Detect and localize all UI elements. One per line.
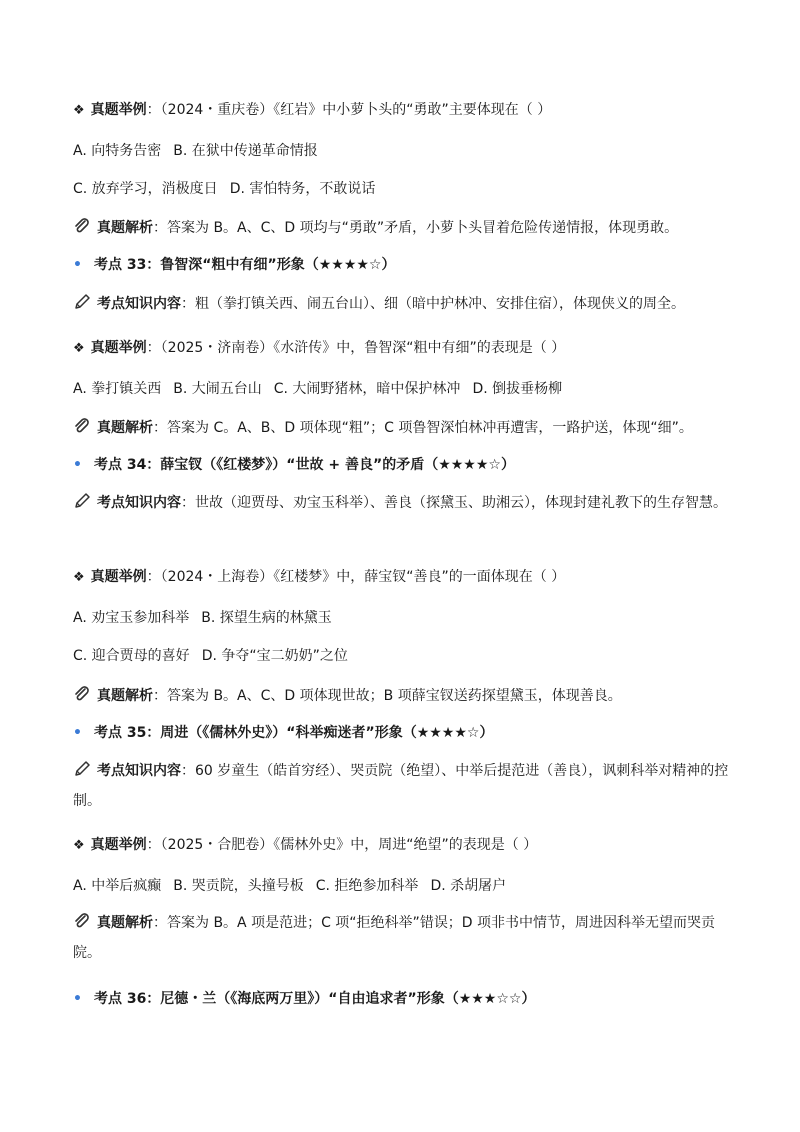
question-label: 真题举例 — [90, 102, 147, 118]
option-c: C. 迎合贾母的喜好 — [73, 648, 190, 664]
paperclip-icon — [73, 685, 91, 709]
paperclip-icon — [73, 912, 91, 940]
knowledge-text: ：60 岁童生（皓首穷经）、哭贡院（绝望）、中举后提范进（善良），讽刺科举对精神的控制。 — [73, 763, 729, 809]
option-b: B. 在狱中传递革命情报 — [173, 143, 318, 159]
question-label: 真题举例 — [90, 340, 147, 356]
pencil-icon — [73, 293, 91, 317]
analysis-text: ：答案为 B。A 项是范进；C 项“拒绝科举”错误；D 项非书中情节，周进因科举无望而哭贡院。 — [73, 915, 716, 961]
question-text: ：（2024・上海卷）《红楼梦》中，薛宝钗“善良”的一面体现在（ ） — [146, 569, 566, 585]
options-row — [73, 646, 733, 666]
question-label: 真题举例 — [90, 569, 147, 585]
options-row — [73, 608, 733, 628]
diamond-icon: ❖ — [73, 838, 85, 853]
analysis-block — [73, 910, 733, 967]
option-a: A. 劝宝玉参加科举 — [73, 610, 190, 626]
paperclip-icon — [73, 217, 91, 241]
options-row — [73, 141, 733, 161]
knowledge-label: 考点知识内容 — [97, 296, 181, 312]
option-d: D. 害怕特务，不敢说话 — [229, 181, 376, 197]
analysis-block — [73, 217, 733, 241]
bullet-icon: • — [73, 991, 82, 1007]
topic-heading — [73, 723, 733, 743]
paperclip-icon — [73, 417, 91, 441]
topic-heading — [73, 455, 733, 475]
knowledge-block — [73, 490, 733, 520]
option-d: D. 倒拔垂杨柳 — [472, 381, 563, 397]
analysis-label: 真题解析 — [97, 688, 153, 704]
knowledge-text: ：粗（拳打镇关西、闹五台山）、细（暗中护林冲、安排住宿），体现侠义的周全。 — [181, 296, 685, 312]
option-b: B. 探望生病的林黛玉 — [201, 610, 332, 626]
option-c: C. 放弃学习，消极度日 — [73, 181, 218, 197]
option-d: D. 杀胡屠户 — [430, 878, 507, 894]
analysis-label: 真题解析 — [97, 420, 153, 436]
topic-heading-text: 考点 36：尼德・兰（《海底两万里》）“自由追求者”形象（★★★☆☆） — [93, 991, 536, 1007]
option-d: D. 争夺“宝二奶奶”之位 — [201, 648, 348, 664]
diamond-icon: ❖ — [73, 570, 85, 585]
knowledge-label: 考点知识内容 — [97, 495, 181, 511]
question-text: ：（2024・重庆卷）《红岩》中小萝卜头的“勇敢”主要体现在（ ） — [146, 102, 552, 118]
option-c: C. 大闹野猪林，暗中保护林冲 — [273, 381, 461, 397]
analysis-text: ：答案为 B。A、C、D 项均与“勇敢”矛盾，小萝卜头冒着危险传递情报，体现勇敢。 — [153, 220, 679, 236]
option-a: A. 中举后疯癫 — [73, 878, 162, 894]
options-row — [73, 379, 733, 399]
question-block — [73, 338, 733, 359]
pencil-icon — [73, 760, 91, 788]
option-c: C. 拒绝参加科举 — [315, 878, 419, 894]
topic-heading — [73, 989, 733, 1009]
question-label: 真题举例 — [90, 837, 147, 853]
knowledge-text: ：世故（迎贾母、劝宝玉科举）、善良（探黛玉、助湘云），体现封建礼教下的生存智慧。 — [181, 495, 727, 511]
knowledge-block — [73, 293, 733, 317]
analysis-text: ：答案为 C。A、B、D 项体现“粗”；C 项鲁智深怕林冲再遭害，一路护送，体现“细”。 — [153, 420, 693, 436]
option-a: A. 拳打镇关西 — [73, 381, 162, 397]
analysis-label: 真题解析 — [97, 915, 153, 931]
options-row — [73, 179, 733, 199]
bullet-icon: • — [73, 457, 82, 473]
question-text: ：（2025・济南卷）《水浒传》中，鲁智深“粗中有细”的表现是（ ） — [146, 340, 566, 356]
options-row — [73, 876, 733, 896]
topic-heading-text: 考点 35：周进（《儒林外史》）“科举痴迷者”形象（★★★★☆） — [93, 725, 494, 741]
option-a: A. 向特务告密 — [73, 143, 162, 159]
topic-heading — [73, 255, 733, 275]
diamond-icon: ❖ — [73, 103, 85, 118]
knowledge-block — [73, 758, 733, 815]
topic-heading-text: 考点 34：薛宝钗（《红楼梦》）“世故 + 善良”的矛盾（★★★★☆） — [93, 457, 515, 473]
option-b: B. 大闹五台山 — [173, 381, 262, 397]
bullet-icon: • — [73, 725, 82, 741]
question-text: ：（2025・合肥卷）《儒林外史》中，周进“绝望”的表现是（ ） — [146, 837, 538, 853]
analysis-text: ：答案为 B。A、C、D 项体现世故；B 项薛宝钗送药探望黛玉，体现善良。 — [153, 688, 622, 704]
option-b: B. 哭贡院，头撞号板 — [173, 878, 304, 894]
diamond-icon: ❖ — [73, 341, 85, 356]
topic-heading-text: 考点 33：鲁智深“粗中有细”形象（★★★★☆） — [93, 257, 396, 273]
pencil-icon — [73, 492, 91, 520]
analysis-label: 真题解析 — [97, 220, 153, 236]
analysis-block — [73, 685, 733, 709]
question-block — [73, 100, 733, 121]
bullet-icon: • — [73, 257, 82, 273]
question-block — [73, 567, 733, 588]
analysis-block — [73, 417, 733, 441]
knowledge-label: 考点知识内容 — [97, 763, 181, 779]
question-block — [73, 835, 733, 856]
